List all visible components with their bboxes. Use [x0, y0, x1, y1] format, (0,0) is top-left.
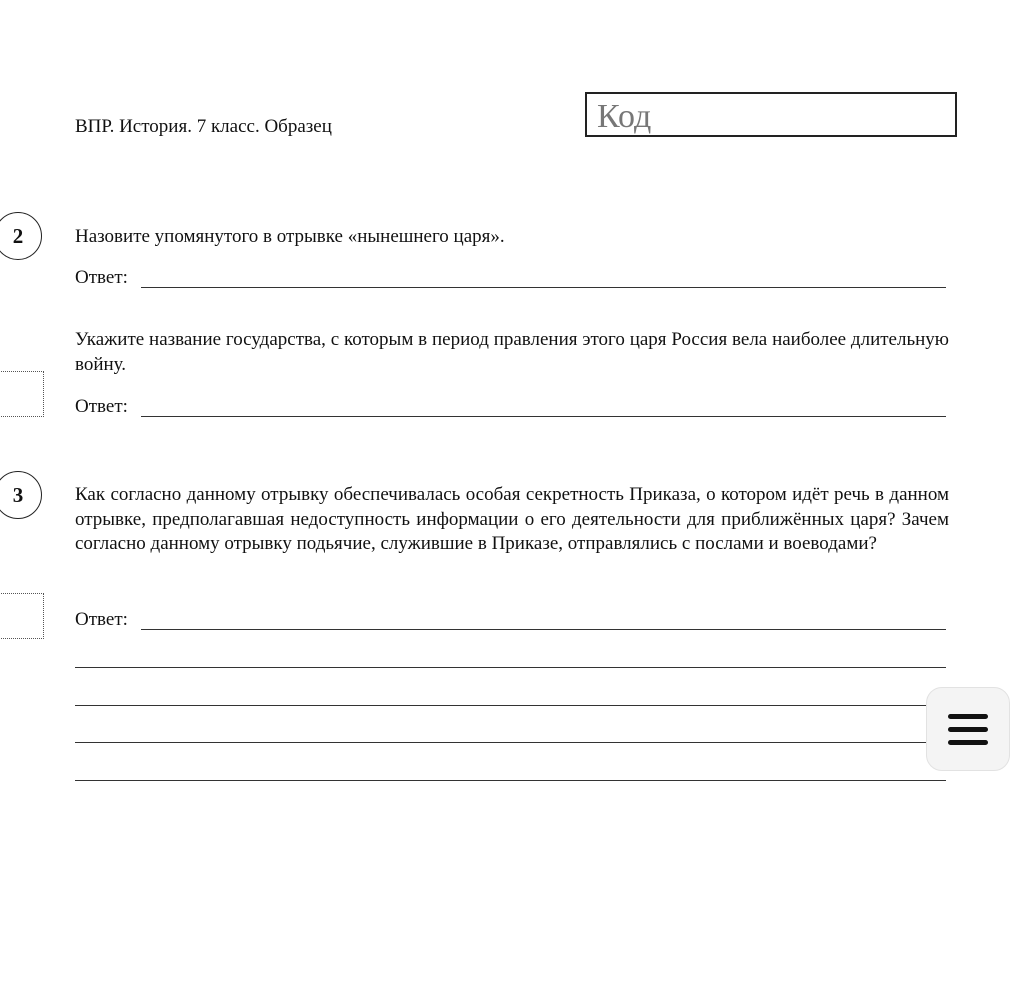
- page-header-title: ВПР. История. 7 класс. Образец: [75, 116, 332, 137]
- hamburger-menu-icon: [948, 714, 988, 719]
- menu-button[interactable]: [926, 687, 1010, 771]
- question-prompt: Укажите название государства, с которым в период правления этого царя Россия вела наиболее длительную войну.: [75, 329, 949, 375]
- answer-line[interactable]: [141, 416, 946, 417]
- score-box[interactable]: [0, 593, 44, 639]
- hamburger-menu-icon: [948, 740, 988, 745]
- question-number-badge: 3: [0, 471, 42, 519]
- answer-line[interactable]: [75, 667, 946, 668]
- answer-line[interactable]: [141, 287, 946, 288]
- answer-label: Ответ:: [75, 267, 128, 288]
- answer-line[interactable]: [75, 705, 946, 706]
- hamburger-menu-icon: [948, 727, 988, 732]
- question-prompt: Как согласно данному отрывку обеспечивалась особая секретность Приказа, о котором идёт речь в данном отрывке, предполагавшая недоступность информации о его деятельности для приближённых царя? Зачем согласно данному отрывку подьячие, служившие в Приказе, отправлялись с послами и воеводами?: [75, 484, 949, 554]
- question-prompt: Назовите упомянутого в отрывке «нынешнего царя».: [75, 226, 505, 247]
- answer-line[interactable]: [75, 742, 946, 743]
- code-label: Код: [597, 98, 652, 135]
- question-number-badge: 2: [0, 212, 42, 260]
- answer-label: Ответ:: [75, 396, 128, 417]
- answer-line[interactable]: [75, 780, 946, 781]
- answer-line[interactable]: [141, 629, 946, 630]
- code-box[interactable]: [585, 92, 957, 137]
- answer-label: Ответ:: [75, 609, 128, 630]
- score-box[interactable]: [0, 371, 44, 417]
